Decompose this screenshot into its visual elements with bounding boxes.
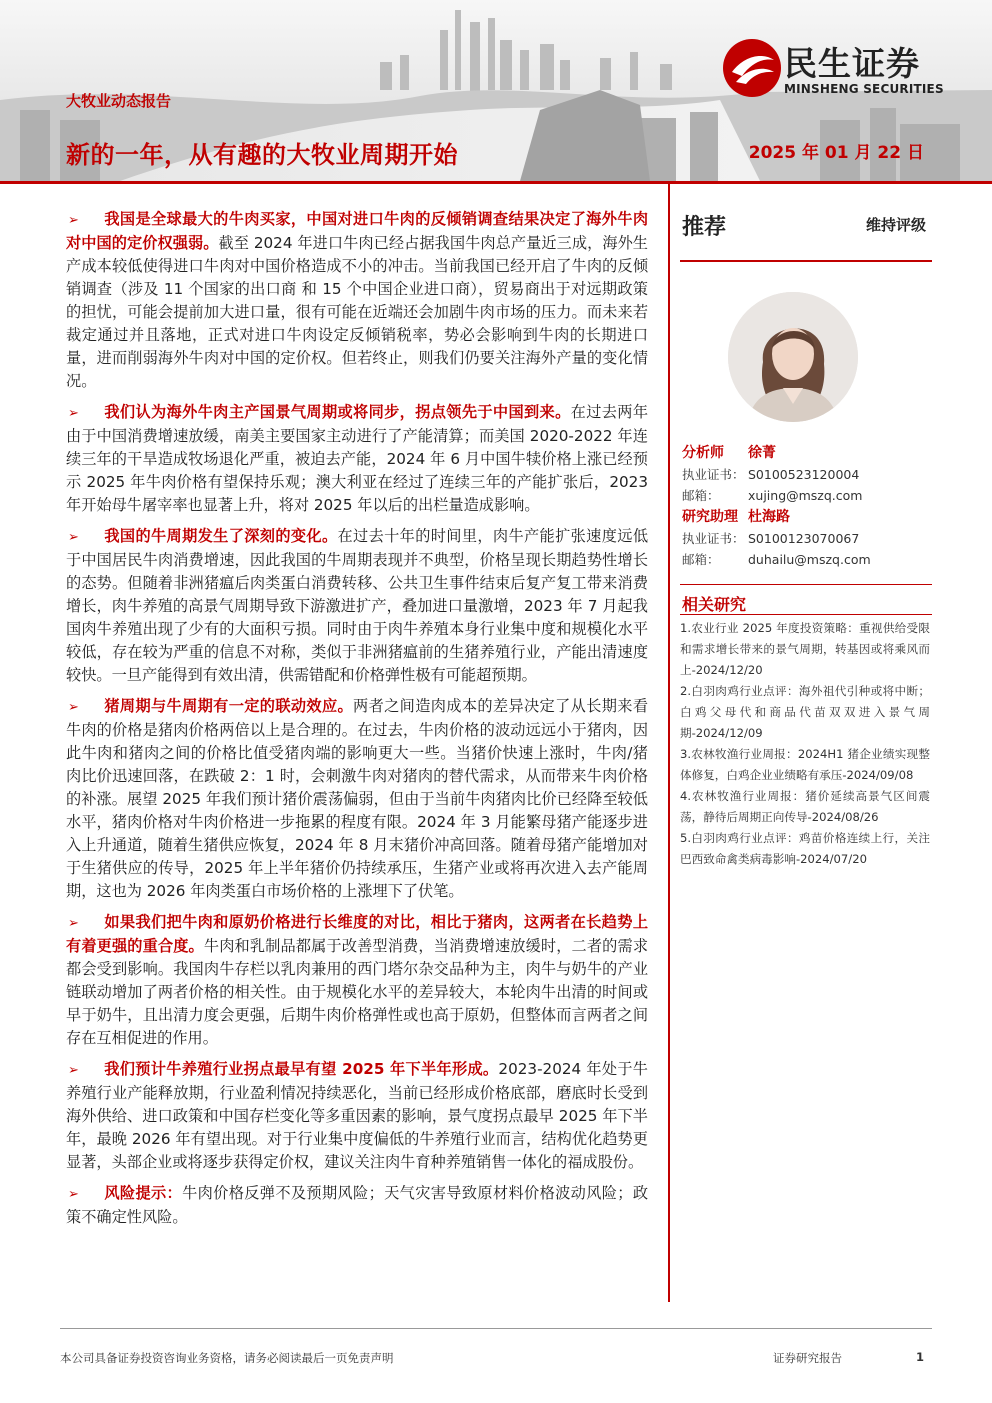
bullet-arrow-icon: ➢ — [68, 530, 79, 545]
email-label: 邮箱： — [682, 488, 720, 503]
related-research-item[interactable]: 4.农林牧渔行业周报：猪价延续高景气区间震荡，静待后周期正向传导-2024/08/26 — [680, 789, 930, 824]
analyst-email[interactable]: xujing@mszq.com — [748, 488, 863, 503]
column-divider — [668, 184, 670, 1302]
assistant-cert-row — [682, 528, 932, 549]
report-title: 新的一年，从有趣的大牧业周期开始 — [66, 141, 458, 169]
header-banner — [0, 0, 992, 181]
bullet-arrow-icon: ➢ — [68, 1063, 79, 1078]
summary-paragraph — [66, 695, 648, 903]
analyst-cert-row — [682, 464, 932, 485]
summary-paragraph — [66, 401, 648, 517]
analyst-cert: S0100523120004 — [748, 467, 860, 482]
report-type: 大牧业动态报告 — [66, 92, 172, 110]
analyst-info — [682, 442, 932, 570]
paragraph-text: 牛肉价格反弹不及预期风险；天气灾害导致原材料价格波动风险；政策不确定性风险。 — [66, 1184, 649, 1226]
related-research-item[interactable]: 2.白羽肉鸡行业点评：海外祖代引种或将中断；白鸡父母代和商品代苗双双进入景气周期-2024/12/09 — [680, 684, 930, 740]
paragraph-lead: 我们预计牛养殖行业拐点最早有望 2025 年下半年形成。 — [104, 1060, 499, 1078]
report-date: 2025 年 01 月 22 日 — [748, 143, 924, 163]
page-number: 1 — [916, 1350, 925, 1364]
footer-disclaimer: 本公司具备证券投资咨询业务资格，请务必阅读最后一页免责声明 — [60, 1351, 394, 1365]
paragraph-lead: 猪周期与牛周期有一定的联动效应。 — [104, 697, 354, 715]
assistant-role: 研究助理 — [682, 509, 738, 525]
cert-label: 执业证书： — [682, 467, 745, 482]
email-label: 邮箱： — [682, 552, 720, 567]
banner-divider — [0, 181, 992, 184]
footer-report-kind: 证券研究报告 — [773, 1351, 842, 1365]
summary-paragraph — [66, 911, 648, 1050]
sidebar-divider — [680, 584, 932, 585]
assistant-cert: S0100123070067 — [748, 531, 860, 546]
summary-paragraph — [66, 525, 648, 687]
bullet-arrow-icon: ➢ — [68, 213, 79, 228]
paragraph-lead: 我们认为海外牛肉主产国景气周期或将同步，拐点领先于中国到来。 — [104, 403, 571, 421]
paragraph-text: 在过去十年的时间里，肉牛产能扩张速度远低于中国居民牛肉消费增速，因此我国的牛周期表现并不典型，价格呈现长期趋势性增长的态势。但随着非洲猪瘟后肉类蛋白消费转移、公共卫生事件结束后复产复工带来消费增长，肉牛养殖的高景气周期导致下游激进扩产，叠加进口量激增，2023 年 7 月起我国肉牛养殖出现了少有的大面积亏损。同时由于肉牛养殖本身行业集中度和规模化水平较低，存在较为严重的信息不对称，类似于非洲猪瘟前的生猪养殖行业，产能出清速度较快。一旦产能得到有效出清，供需错配和价格弹性极有可能超预期。 — [66, 527, 649, 684]
sidebar-divider — [680, 260, 932, 262]
analyst-name: 徐菁 — [748, 445, 776, 461]
analyst-avatar — [728, 292, 858, 422]
related-research-list — [680, 618, 930, 870]
paragraph-lead: 我国是全球最大的牛肉买家，中国对进口牛肉的反倾销调查结果决定了海外牛肉对中国的定价权强弱。 — [66, 210, 648, 252]
bullet-arrow-icon: ➢ — [68, 700, 79, 715]
footer-divider — [60, 1328, 932, 1329]
logo-text-en: MINSHENG SECURITIES — [784, 82, 944, 96]
assistant-email-row — [682, 549, 932, 570]
paragraph-text: 2023-2024 年处于牛养殖行业产能释放期，行业盈利情况持续恶化，当前已经形成价格底部，磨底时长受到海外供给、进口政策和中国存栏变化等多重因素的影响，景气度拐点最早 2025 年下半年，最晚 2026 年有望出现。对于行业集中度偏低的牛养殖行业而言，结构优化趋势更显著，头部企业或将逐步获得定价权，建议关注肉牛育种养殖销售一体化的福成股份。 — [66, 1060, 648, 1171]
logo-text-cn: 民生证券 — [784, 44, 920, 83]
paragraph-text: 牛肉和乳制品都属于改善型消费，当消费增速放缓时，二者的需求都会受到影响。我国肉牛存栏以乳肉兼用的西门塔尔杂交品种为主，肉牛与奶牛的产业链联动增加了两者价格的相关性。由于规模化水平的差异较大，本轮肉牛出清的时间或早于奶牛，且出清力度会更强，后期牛肉价格弹性或也高于原奶，但整体而言两者之间存在互相促进的作用。 — [66, 937, 649, 1047]
rating-label: 推荐 — [682, 215, 727, 240]
paragraph-text: 在过去两年由于中国消费增速放缓，南美主要国家主动进行了产能清算；而美国 2020-2022 年连续三年的干旱造成牧场退化严重，被迫去产能，2024 年 6 月中国牛犊价格上涨已经预示 2025 年牛肉价格有望保持乐观；澳大利亚在经过了连续三年的产能扩张后，2023 年开始母牛屠宰率也显著上升，将对 2025 年以后的出栏量造成影响。 — [66, 403, 649, 514]
analyst-row — [682, 442, 932, 464]
summary-paragraph — [66, 1058, 648, 1174]
related-research-item[interactable]: 1.农业行业 2025 年度投资策略：重视供给受限和需求增长带来的景气周期，转基因或将乘风而上-2024/12/20 — [680, 621, 930, 677]
paragraph-text: 两者之间造肉成本的差异决定了从长期来看牛肉的价格是猪肉价格两倍以上是合理的。在过去，牛肉价格的波动远远小于猪肉，因此牛肉和猪肉之间的价格比值受猪肉端的影响更大一些。当猪价快速上涨时，牛肉/猪肉比价迅速回落，在跌破 2：1 时，会刺激牛肉对猪肉的替代需求，从而带来牛肉价格的补涨。展望 2025 年我们预计猪价震荡偏弱，但由于当前牛肉猪肉比价已经降至较低水平，猪肉价格对牛肉价格进一步拖累的程度有限。2024 年 3 月能繁母猪产能逐步进入上升通道，随着生猪供应恢复，2024 年 8 月末猪价冲高回落。随着母猪产能增加对于生猪供应的传导，2025 年上半年猪价仍持续承压，生猪产业或将再次进入去产能周期，这也为 2026 年肉类蛋白市场价格的上涨埋下了伏笔。 — [66, 697, 649, 900]
analyst-email-row — [682, 485, 932, 506]
paragraph-lead: 我国的牛周期发生了深刻的变化。 — [104, 527, 338, 545]
assistant-row — [682, 506, 932, 528]
summary-paragraph — [66, 208, 648, 393]
assistant-name: 杜海路 — [748, 509, 790, 525]
rating-status: 维持评级 — [865, 216, 926, 234]
related-research-heading: 相关研究 — [682, 595, 747, 614]
rating-row — [680, 210, 928, 240]
bullet-arrow-icon: ➢ — [68, 916, 79, 931]
analyst-portrait-icon — [728, 292, 858, 422]
related-research-item[interactable]: 5.白羽肉鸡行业点评：鸡苗价格连续上行，关注巴西致命禽类病毒影响-2024/07/20 — [680, 831, 930, 866]
bullet-arrow-icon: ➢ — [68, 1187, 79, 1202]
related-research-item[interactable]: 3.农林牧渔行业周报：2024H1 猪企业绩实现整体修复，白鸡企业业绩略有承压-2024/09/08 — [680, 747, 930, 782]
risk-paragraph — [66, 1182, 648, 1229]
assistant-email[interactable]: duhailu@mszq.com — [748, 552, 871, 567]
paragraph-lead: 如果我们把牛肉和原奶价格进行长维度的对比，相比于猪肉，这两者在长趋势上有着更强的重合度。 — [66, 913, 648, 955]
minsheng-logo-icon — [722, 38, 782, 98]
cert-label: 执业证书： — [682, 531, 745, 546]
sidebar-divider — [680, 614, 932, 615]
main-content — [66, 208, 648, 1237]
company-logo — [722, 36, 962, 106]
analyst-role: 分析师 — [682, 445, 724, 461]
paragraph-text: 截至 2024 年进口牛肉已经占据我国牛肉总产量近三成，海外生产成本较低使得进口牛肉对中国价格造成不小的冲击。当前我国已经开启了牛肉的反倾销调查（涉及 11 个国家的出口商 和 15 个中国企业进口商），贸易商出于对远期政策的担忧，可能会提前加大进口量，很有可能在近端还会加剧牛肉市场的压力。而未来若裁定通过并且落地，正式对进口牛肉设定反倾销税率，势必会影响到牛肉的长期进口量，进而削弱海外牛肉对中国的定价权。但若终止，则我们仍要关注海外产量的变化情况。 — [66, 234, 648, 390]
paragraph-lead: 风险提示： — [104, 1184, 183, 1202]
bullet-arrow-icon: ➢ — [68, 406, 79, 421]
